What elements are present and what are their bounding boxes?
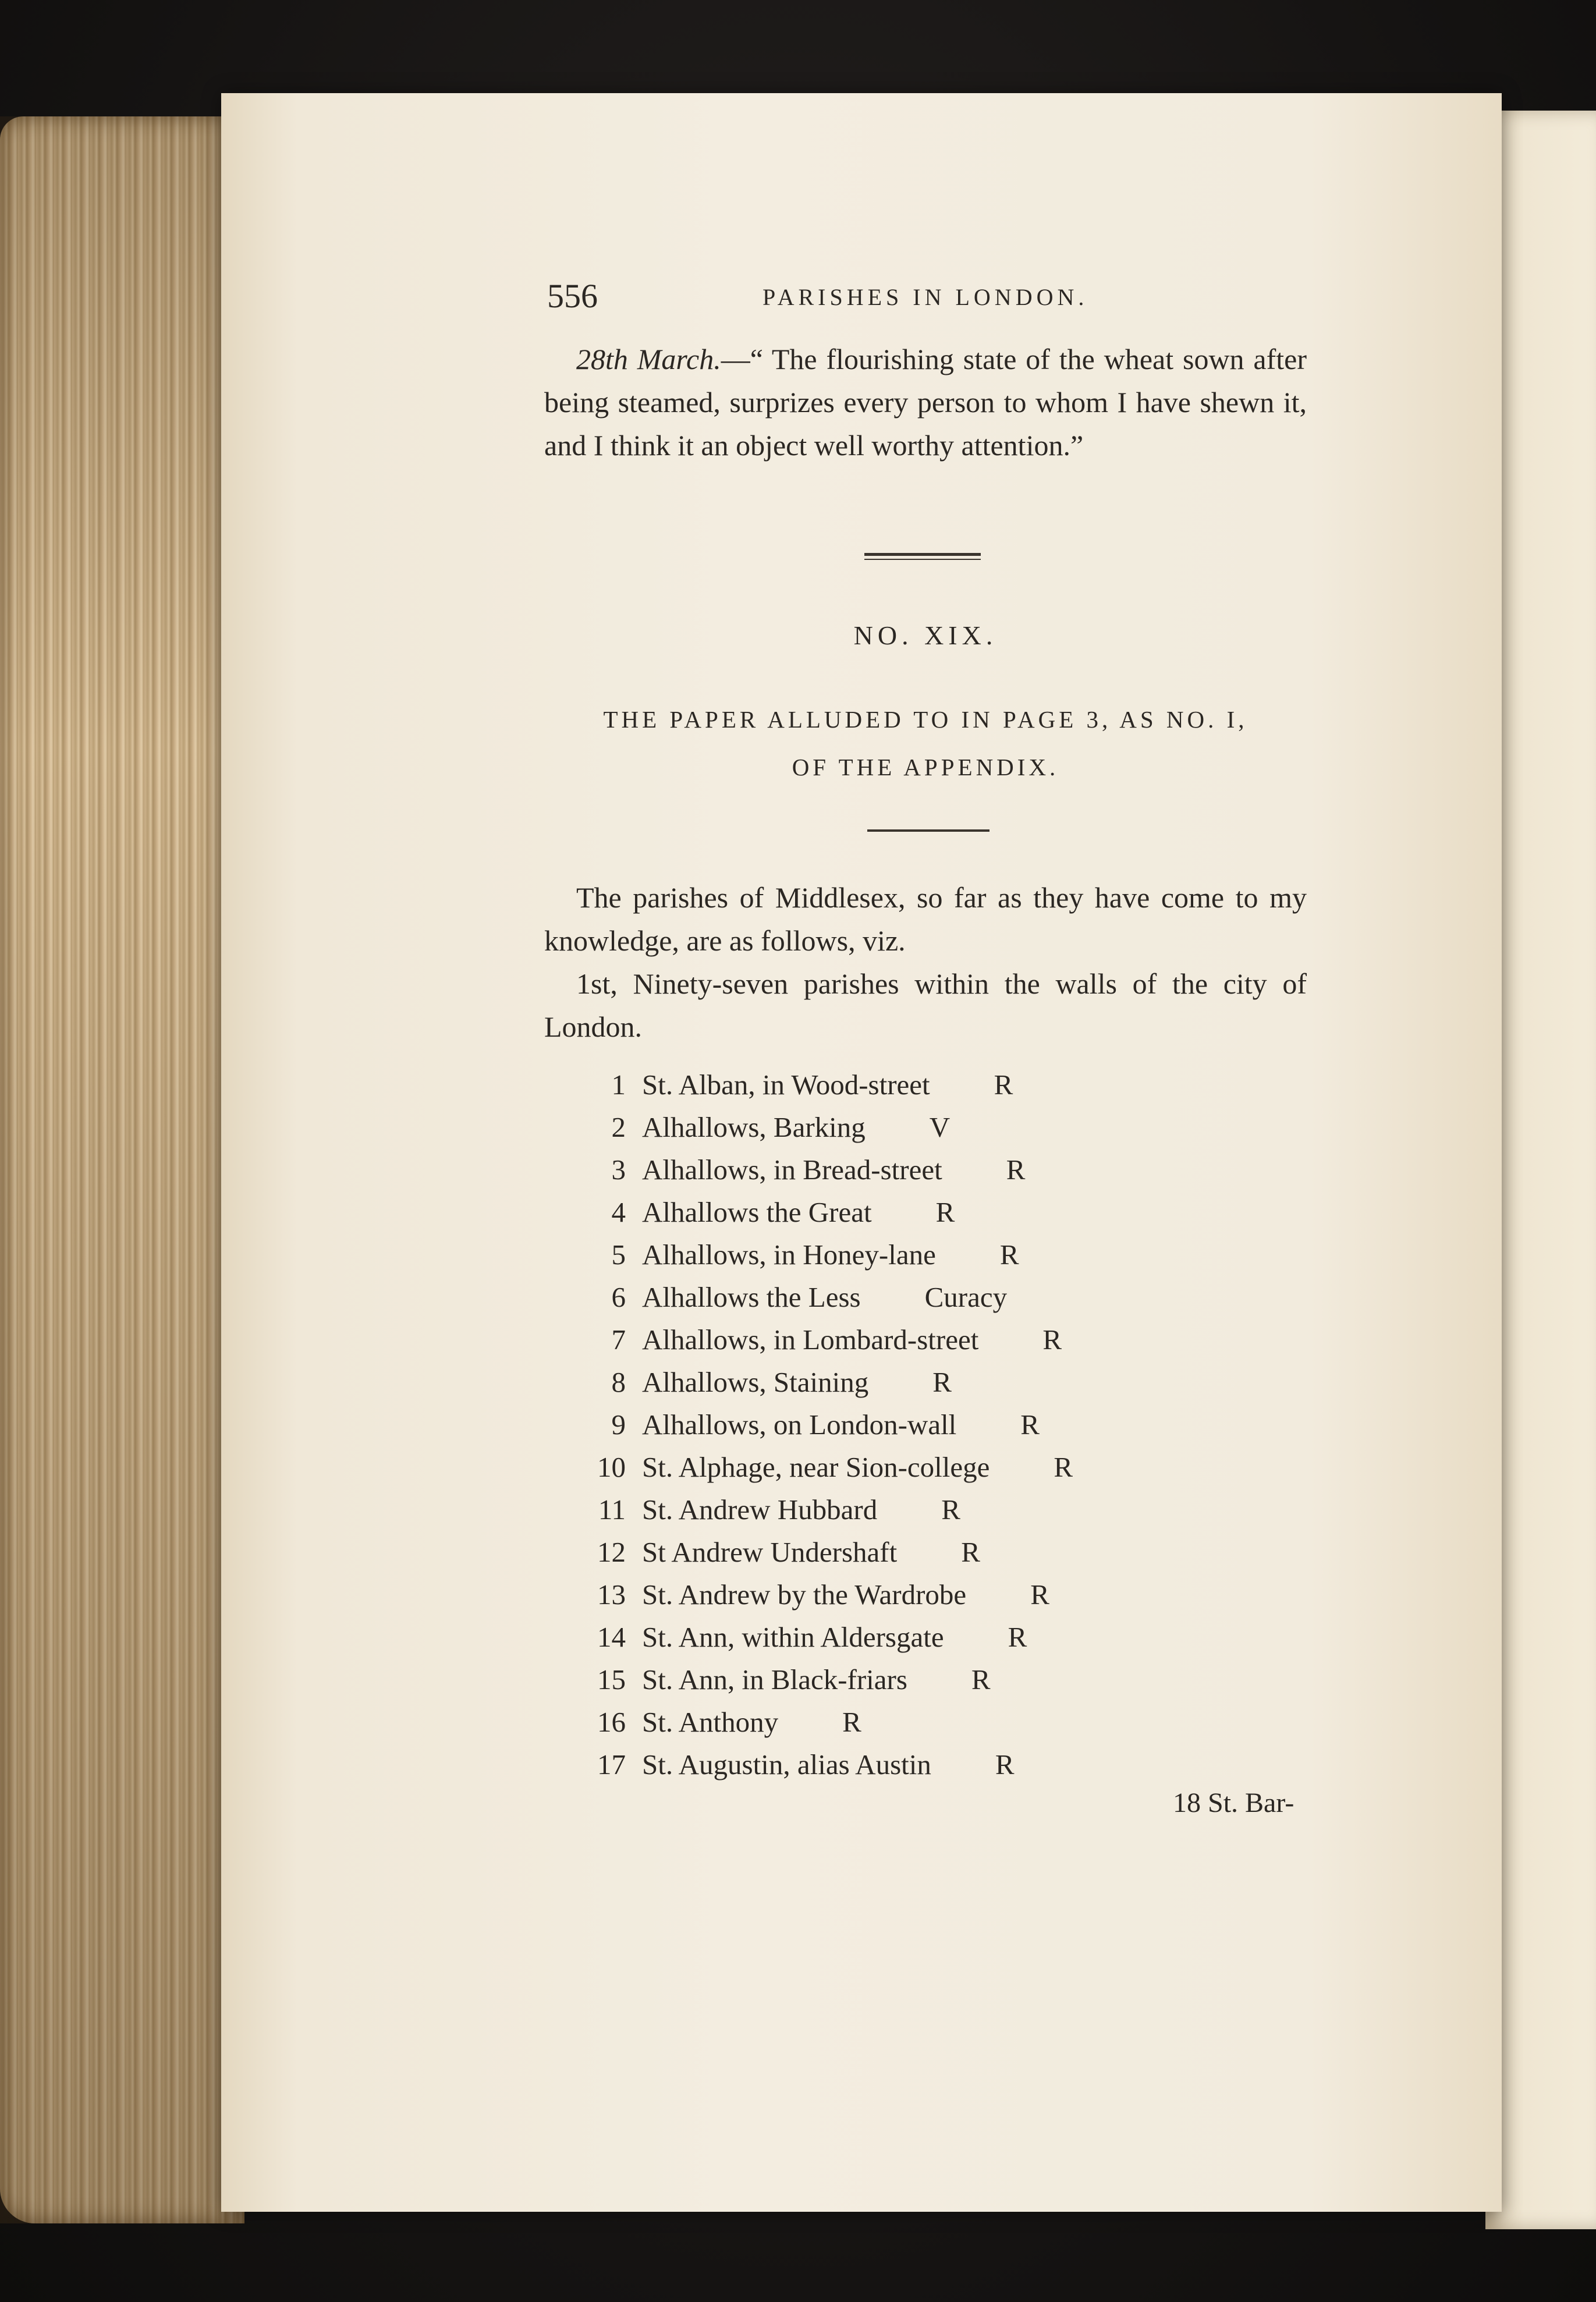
parish-name: Alhallows, in Lombard-street [642,1324,979,1356]
title-divider [867,829,989,832]
parish-name: Alhallows the Less [642,1281,861,1313]
list-item [570,1578,1211,1620]
body-text-1: The parishes of Middlesex, so far as they have come to my knowledge, are as follows, viz. [544,881,1307,957]
parish-kind: Curacy [924,1281,1008,1313]
parish-kind: R [1042,1324,1062,1356]
section-title-line-1: THE PAPER ALLUDED TO IN PAGE 3, AS NO. I, [603,706,1248,733]
list-item [570,1281,1211,1323]
page-edges [0,116,244,2223]
list-item [570,1365,1211,1408]
page-number: 556 [547,277,598,315]
parish-list [570,1068,1211,1790]
parish-kind: R [995,1748,1015,1780]
list-item [570,1748,1211,1790]
list-item [570,1493,1211,1535]
parish-kind: V [929,1111,950,1143]
parish-number: 13 [597,1579,626,1611]
body-text-2: 1st, Ninety-seven parishes within the walls of the city of London. [544,967,1307,1043]
list-item [570,1323,1211,1365]
intro-paragraph [544,338,1307,467]
parish-name: St. Anthony [642,1706,779,1738]
parish-number: 8 [611,1366,626,1398]
parish-name: St. Ann, in Black-friars [642,1663,907,1696]
list-item [570,1450,1211,1493]
parish-name: St. Alban, in Wood-street [642,1069,930,1101]
parish-name: St. Andrew by the Wardrobe [642,1579,967,1611]
parish-kind: R [971,1663,991,1696]
parish-kind: R [1020,1409,1040,1441]
parish-number: 16 [597,1706,626,1738]
parish-number: 4 [611,1196,626,1228]
parish-name: Alhallows, Staining [642,1366,869,1398]
parish-number: 12 [597,1536,626,1568]
section-number: NO. XIX. [853,620,998,650]
parish-number: 2 [611,1111,626,1143]
parish-name: Alhallows, on London-wall [642,1409,957,1441]
list-item [570,1153,1211,1196]
parish-kind: R [941,1494,960,1526]
parish-kind: R [1054,1451,1073,1483]
page-header [547,276,1315,317]
parish-number: 3 [611,1154,626,1186]
list-item [570,1068,1211,1111]
parish-kind: R [1008,1621,1027,1653]
parish-number: 15 [597,1663,626,1696]
parish-name: St. Augustin, alias Austin [642,1748,931,1780]
running-head: PARISHES IN LONDON. [762,284,1088,310]
parish-kind: R [961,1536,980,1568]
body-paragraph-1 [544,876,1307,962]
parish-number: 10 [597,1451,626,1483]
parish-number: 5 [611,1239,626,1271]
facing-page-edge [1485,111,1596,2229]
parish-kind: R [1006,1154,1026,1186]
parish-name: St Andrew Undershaft [642,1536,898,1568]
parish-kind: R [1030,1579,1049,1611]
parish-number: 17 [597,1748,626,1780]
parish-kind: R [999,1239,1019,1271]
parish-kind: R [994,1069,1013,1101]
parish-number: 1 [611,1069,626,1101]
parish-number: 7 [611,1324,626,1356]
section-title-line-2: OF THE APPENDIX. [792,754,1059,781]
section-title [544,696,1307,791]
list-item [570,1111,1211,1153]
parish-name: St. Alphage, near Sion-college [642,1451,990,1483]
list-item [570,1196,1211,1238]
list-item [570,1620,1211,1663]
parish-number: 11 [598,1494,626,1526]
parish-name: Alhallows, in Honey-lane [642,1239,936,1271]
intro-date: 28th March. [576,343,721,375]
parish-kind: R [842,1706,861,1738]
catchword: 18 St. Bar- [1173,1787,1294,1818]
list-item [570,1663,1211,1705]
list-item [570,1535,1211,1578]
parish-name: Alhallows, in Bread-street [642,1154,942,1186]
parish-kind: R [932,1366,952,1398]
list-item [570,1408,1211,1450]
intro-text: —“ The flourishing state of the wheat sown after being steamed, surprizes every person to whom I have shewn it, and I think it an object well worthy attention.” [544,343,1307,462]
section-divider [864,553,981,556]
parish-number: 14 [597,1621,626,1653]
list-item [570,1705,1211,1748]
parish-name: Alhallows the Great [642,1196,872,1228]
parish-kind: R [935,1196,955,1228]
list-item [570,1238,1211,1281]
body-paragraph-2 [544,962,1307,1048]
parish-name: St. Andrew Hubbard [642,1494,878,1526]
parish-name: Alhallows, Barking [642,1111,866,1143]
parish-number: 6 [611,1281,626,1313]
parish-number: 9 [611,1409,626,1441]
parish-name: St. Ann, within Aldersgate [642,1621,944,1653]
